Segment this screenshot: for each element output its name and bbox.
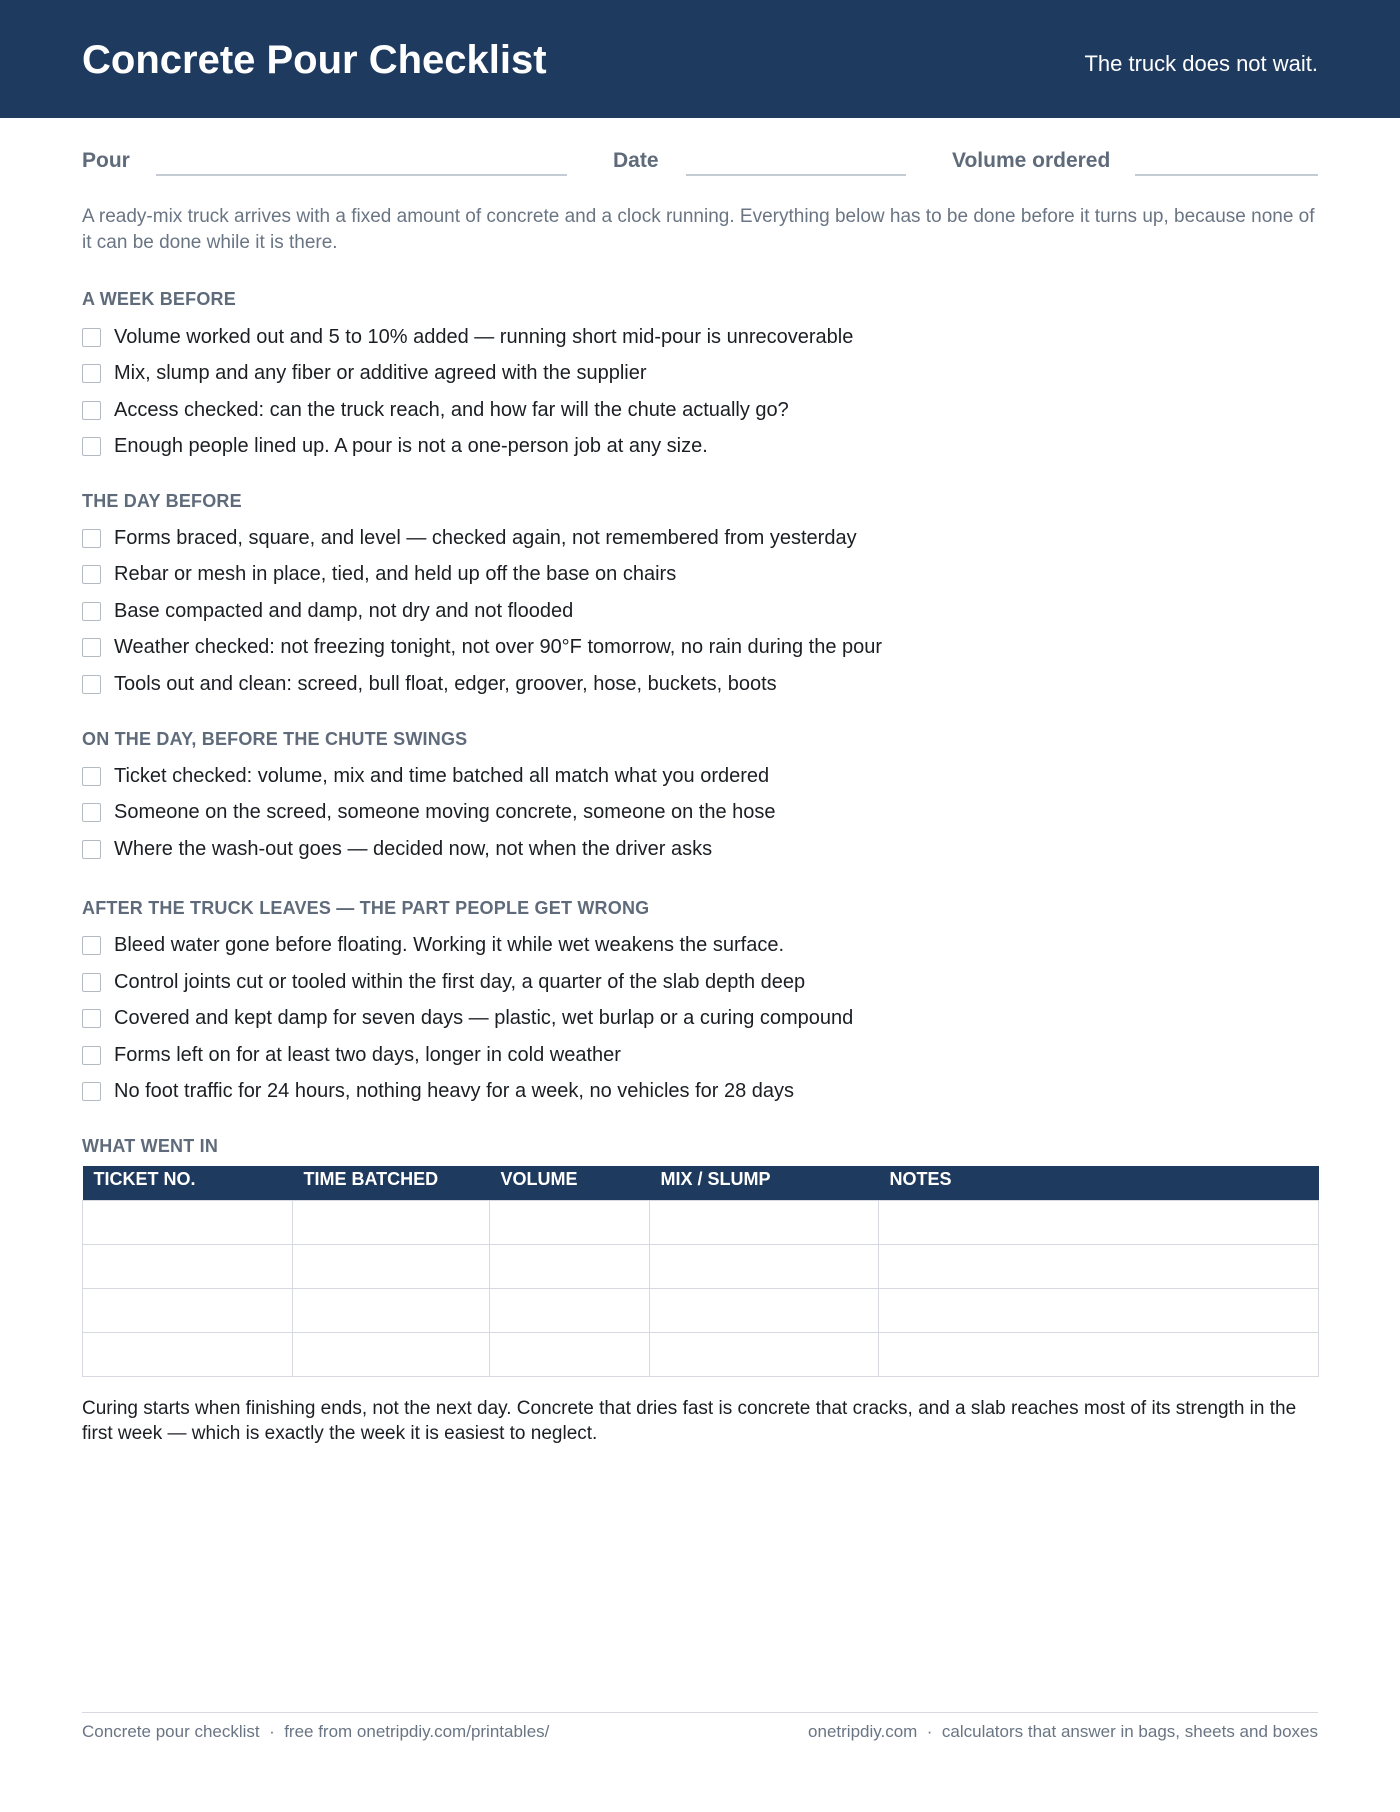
checkbox[interactable]: [82, 565, 101, 584]
table-cell[interactable]: [490, 1200, 650, 1244]
table-cell[interactable]: [83, 1200, 293, 1244]
checklist-item[interactable]: [82, 397, 789, 423]
section-title: A WEEK BEFORE: [82, 289, 236, 309]
checkbox[interactable]: [82, 1009, 101, 1028]
table-cell[interactable]: [650, 1332, 879, 1376]
checkbox[interactable]: [82, 602, 101, 621]
checkbox[interactable]: [82, 1082, 101, 1101]
date-label: Date: [613, 149, 659, 172]
checkbox[interactable]: [82, 803, 101, 822]
checkbox[interactable]: [82, 437, 101, 456]
checklist-item[interactable]: [82, 360, 647, 386]
section-title: AFTER THE TRUCK LEAVES — THE PART PEOPLE GET WRONG: [82, 898, 650, 918]
table-cell[interactable]: [879, 1288, 1319, 1332]
checkbox[interactable]: [82, 936, 101, 955]
table-row: [83, 1332, 1319, 1376]
checkbox[interactable]: [82, 364, 101, 383]
checklist-item-text: Enough people lined up. A pour is not a one-person job at any size.: [114, 435, 708, 457]
checklist-item-text: No foot traffic for 24 hours, nothing heavy for a week, no vehicles for 28 days: [114, 1080, 795, 1102]
checklist-item[interactable]: [82, 561, 676, 587]
table-row: [83, 1200, 1319, 1244]
table-cell[interactable]: [83, 1244, 293, 1288]
table-cell[interactable]: [490, 1288, 650, 1332]
volume-ordered-field[interactable]: [1135, 174, 1318, 176]
checklist-item-text: Access checked: can the truck reach, and how far will the chute actually go?: [114, 399, 789, 421]
log-header-row: [83, 1166, 1319, 1200]
checklist-item-text: Tools out and clean: screed, bull float, edger, groover, hose, buckets, boots: [114, 673, 777, 695]
page-title: Concrete Pour Checklist: [82, 38, 547, 82]
table-cell[interactable]: [879, 1244, 1319, 1288]
table-cell[interactable]: [293, 1200, 490, 1244]
log-table: [82, 1166, 1319, 1377]
checkbox[interactable]: [82, 767, 101, 786]
checklist-item[interactable]: [82, 525, 857, 551]
column-header: NOTES: [879, 1166, 1319, 1200]
checkbox[interactable]: [82, 401, 101, 420]
checklist-item[interactable]: [82, 671, 777, 697]
footer-divider: [82, 1712, 1318, 1713]
table-cell[interactable]: [83, 1332, 293, 1376]
checkbox[interactable]: [82, 328, 101, 347]
page-header: [0, 0, 1400, 118]
table-cell[interactable]: [83, 1288, 293, 1332]
table-cell[interactable]: [490, 1332, 650, 1376]
checklist-item[interactable]: [82, 598, 573, 624]
checklist-item-text: Base compacted and damp, not dry and not flooded: [114, 600, 574, 622]
checklist-item-text: Weather checked: not freezing tonight, not over 90°F tomorrow, no rain during the pour: [114, 636, 883, 658]
table-cell[interactable]: [879, 1200, 1319, 1244]
closing-note: Curing starts when finishing ends, not the next day. Concrete that dries fast is concrete that cracks, and a slab reaches most of its strength in the first week — which is exactly the week it is easiest to neglect.: [82, 1398, 1297, 1444]
pour-label: Pour: [82, 149, 130, 172]
checklist-item[interactable]: [82, 763, 769, 789]
footer-right: onetripdiy.com · calculators that answer in bags, sheets and boxes: [808, 1722, 1318, 1741]
section-title: THE DAY BEFORE: [82, 491, 242, 511]
volume-ordered-label: Volume ordered: [952, 149, 1111, 172]
page-tagline: The truck does not wait.: [1084, 51, 1318, 76]
table-row: [83, 1244, 1319, 1288]
column-header: MIX / SLUMP: [650, 1166, 879, 1200]
checklist-item-text: Covered and kept damp for seven days — plastic, wet burlap or a curing compound: [114, 1007, 854, 1029]
checklist-item-text: Where the wash-out goes — decided now, not when the driver asks: [114, 838, 713, 860]
checklist-item[interactable]: [82, 433, 708, 459]
checkbox[interactable]: [82, 675, 101, 694]
checklist-item[interactable]: [82, 1078, 794, 1104]
table-cell[interactable]: [650, 1244, 879, 1288]
table-cell[interactable]: [293, 1332, 490, 1376]
table-cell[interactable]: [293, 1288, 490, 1332]
checkbox[interactable]: [82, 840, 101, 859]
table-row: [83, 1288, 1319, 1332]
checklist-item[interactable]: [82, 799, 776, 825]
checklist-item[interactable]: [82, 932, 784, 958]
footer-left: Concrete pour checklist · free from onetripdiy.com/printables/: [82, 1722, 550, 1741]
checklist-item-text: Mix, slump and any fiber or additive agreed with the supplier: [114, 362, 647, 384]
checklist-item-text: Forms left on for at least two days, longer in cold weather: [114, 1044, 621, 1066]
checklist-item-text: Volume worked out and 5 to 10% added — running short mid-pour is unrecoverable: [114, 326, 854, 348]
table-cell[interactable]: [650, 1288, 879, 1332]
checkbox[interactable]: [82, 1046, 101, 1065]
checkbox[interactable]: [82, 638, 101, 657]
date-field[interactable]: [686, 174, 906, 176]
checklist-item[interactable]: [82, 969, 805, 995]
intro-text: A ready-mix truck arrives with a fixed amount of concrete and a clock running. Everything below has to be done before it turns up, because none of it can be done while it is there.: [82, 206, 1315, 253]
table-cell[interactable]: [879, 1332, 1319, 1376]
pour-field[interactable]: [156, 174, 567, 176]
table-cell[interactable]: [650, 1200, 879, 1244]
checklist-item-text: Ticket checked: volume, mix and time batched all match what you ordered: [114, 765, 770, 787]
checklist-item-text: Control joints cut or tooled within the first day, a quarter of the slab depth deep: [114, 971, 806, 993]
log-title: WHAT WENT IN: [82, 1136, 219, 1156]
checklist-item-text: Forms braced, square, and level — checked again, not remembered from yesterday: [114, 527, 857, 549]
column-header: VOLUME: [490, 1166, 650, 1200]
checklist-item[interactable]: [82, 836, 712, 862]
table-cell[interactable]: [293, 1244, 490, 1288]
checklist-item-text: Rebar or mesh in place, tied, and held up off the base on chairs: [114, 563, 677, 585]
checklist-item[interactable]: [82, 324, 853, 350]
table-cell[interactable]: [490, 1244, 650, 1288]
checklist-item[interactable]: [82, 1005, 853, 1031]
section-title: ON THE DAY, BEFORE THE CHUTE SWINGS: [82, 729, 468, 749]
column-header: TIME BATCHED: [293, 1166, 490, 1200]
checkbox[interactable]: [82, 973, 101, 992]
checklist-item-text: Bleed water gone before floating. Working it while wet weakens the surface.: [114, 934, 784, 956]
checklist-item-text: Someone on the screed, someone moving concrete, someone on the hose: [114, 801, 776, 823]
checklist-item[interactable]: [82, 634, 882, 660]
checkbox[interactable]: [82, 529, 101, 548]
checklist-item[interactable]: [82, 1042, 621, 1068]
column-header: TICKET NO.: [83, 1166, 293, 1200]
